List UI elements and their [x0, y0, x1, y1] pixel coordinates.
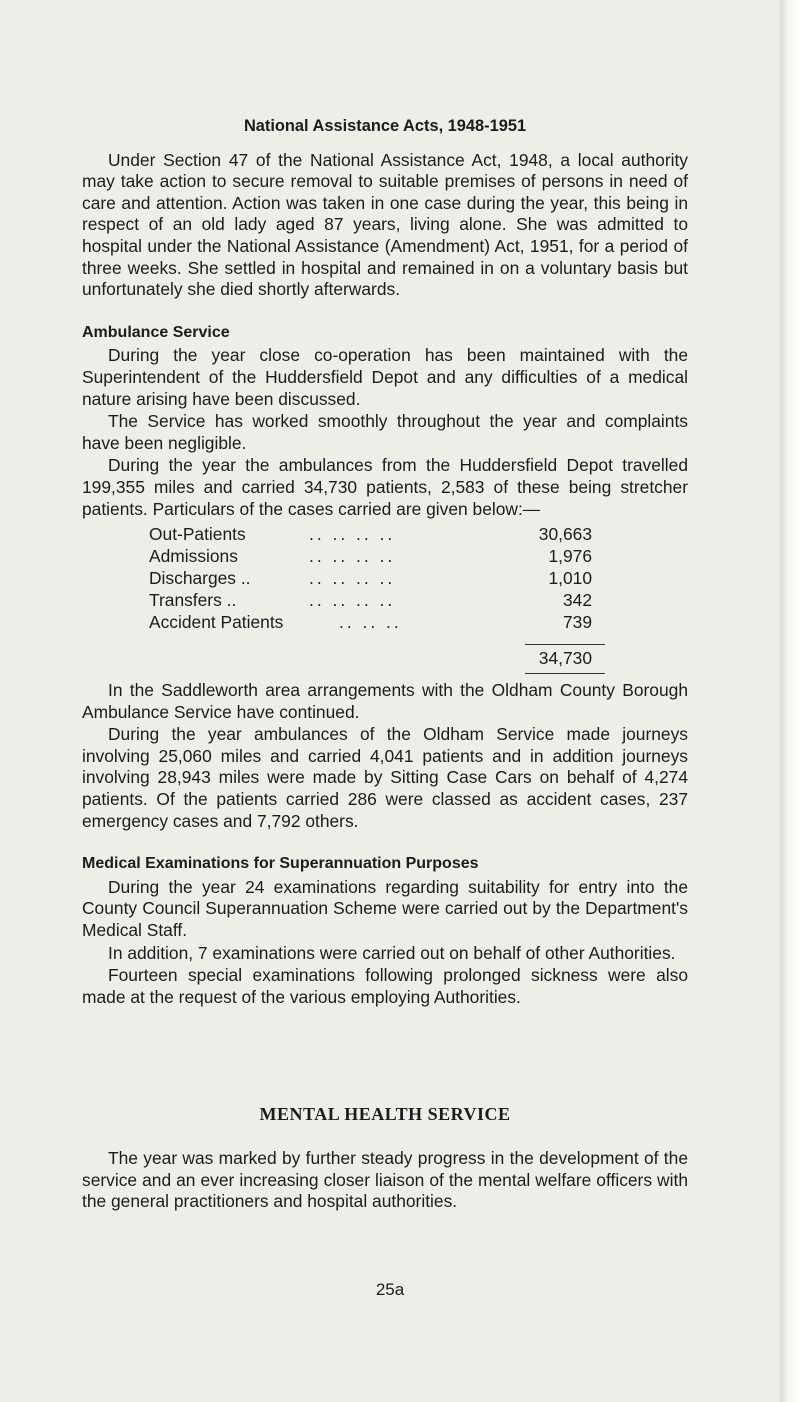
medical-paragraph-2: In addition, 7 examinations were carried out on behalf of other Authorities.	[108, 942, 676, 963]
row-leader-dots: .. .. ..	[339, 612, 402, 633]
row-value: 739	[562, 612, 592, 633]
table-row	[149, 546, 679, 568]
ambulance-paragraph-3: During the year the ambulances from the Huddersfield Depot travelled 199,355 miles and carried 34,730 patients, 2,583 of these being stretcher patients. Particulars of the cases carried are given below:—	[82, 455, 688, 519]
medical-paragraph-1: During the year 24 examinations regarding suitability for entry into the County Council Superannuation Scheme were carried out by the Department's Medical Staff.	[82, 876, 688, 941]
table-row	[149, 568, 679, 590]
ambulance-service-heading: Ambulance Service	[82, 323, 230, 341]
table-row	[149, 524, 679, 546]
page-number: 25a	[375, 1280, 405, 1299]
row-leader-dots: .. .. .. ..	[309, 546, 396, 567]
row-leader-dots: .. .. .. ..	[309, 590, 396, 611]
page-content	[82, 116, 688, 1213]
mental-health-service-title: MENTAL HEALTH SERVICE	[259, 1104, 511, 1125]
row-label: Discharges ..	[149, 568, 251, 589]
row-leader-dots: .. .. .. ..	[309, 524, 396, 545]
row-label: Accident Patients	[149, 612, 284, 633]
row-label: Admissions	[149, 546, 238, 567]
ambulance-paragraph-4: In the Saddleworth area arrangements with the Oldham County Borough Ambulance Service have continued.	[82, 680, 688, 722]
row-value: 1,010	[548, 568, 592, 589]
cases-table	[82, 524, 679, 674]
table-row	[149, 612, 679, 634]
row-value: 342	[562, 590, 592, 611]
row-label: Transfers ..	[149, 590, 237, 611]
national-assistance-paragraph: Under Section 47 of the National Assistance Act, 1948, a local authority may take action to secure removal to suitable premises of persons in need of care and attention. Action was taken in one case during the year, this being in respect of an old lady aged 87 years, living alone. She was admitted to hospital under the National Assistance (Amendment) Act, 1951, for a period of three weeks. She settled in hospital and remained in on a voluntary basis but unfortunately she died shortly afterwards.	[82, 149, 688, 300]
medical-paragraph-3: Fourteen special examinations following prolonged sickness were also made at the request of the various employing Authorities.	[82, 965, 688, 1007]
row-value: 30,663	[538, 524, 592, 545]
row-value: 1,976	[548, 546, 592, 567]
ambulance-paragraph-2: The Service has worked smoothly throughout the year and complaints have been negligible.	[82, 411, 688, 453]
ambulance-paragraph-1: During the year close co-operation has been maintained with the Superintendent of the Huddersfield Depot and any difficulties of a medical nature arising have been discussed.	[82, 345, 688, 409]
total-row	[149, 645, 679, 673]
medical-examinations-heading: Medical Examinations for Superannuation Purposes	[82, 855, 479, 873]
mental-health-paragraph: The year was marked by further steady progress in the development of the service and an ever increasing closer liaison of the mental welfare officers with the general practitioners and hospital authorities.	[82, 1148, 688, 1212]
page-edge-shadow	[780, 0, 800, 1402]
total-bottom-rule	[525, 673, 605, 674]
row-leader-dots: .. .. .. ..	[309, 568, 396, 589]
total-value: 34,730	[538, 648, 592, 669]
table-row	[149, 590, 679, 612]
section-title-national-assistance: National Assistance Acts, 1948-1951	[243, 117, 527, 135]
ambulance-paragraph-5: During the year ambulances of the Oldham Service made journeys involving 25,060 miles and carried 4,041 patients and in addition journeys involving 28,943 miles were made by Sitting Case Cars on behalf of 4,274 patients. Of the patients carried 286 were classed as accident cases, 237 emergency cases and 7,792 others.	[82, 724, 688, 831]
row-label: Out-Patients	[149, 524, 246, 545]
